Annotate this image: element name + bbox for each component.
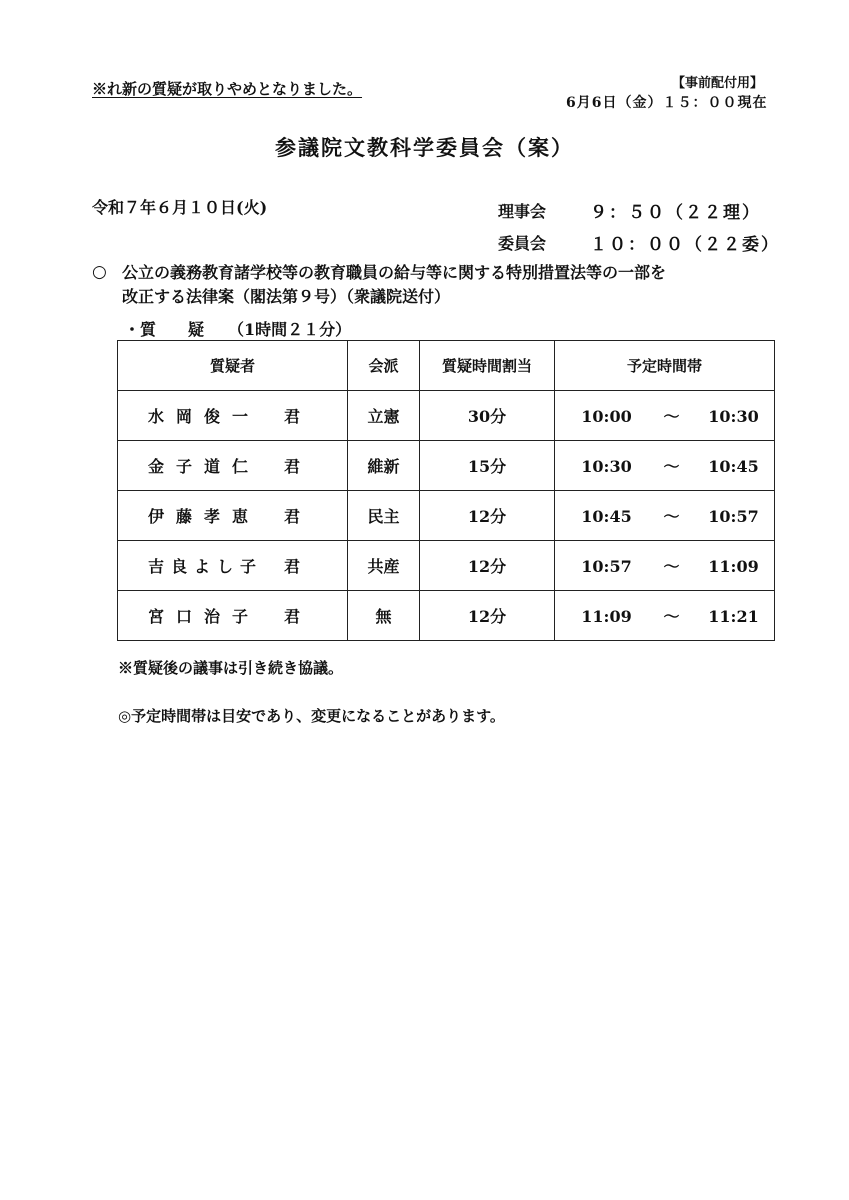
committee-meeting-label: 委員会: [498, 234, 547, 253]
note-subsequent-proceedings: ※質疑後の議事は引き続き協議。: [118, 659, 344, 677]
duration-cell: 30分: [420, 391, 555, 441]
header-duration: 質疑時間割当: [420, 341, 555, 391]
table-row: [118, 541, 775, 591]
questioner-name: 宮口治子: [148, 607, 261, 626]
time-slot-cell: [555, 391, 775, 441]
slot-start: 10:45: [581, 507, 632, 526]
slot-start: 10:57: [581, 557, 632, 576]
slot-end: 11:21: [708, 607, 759, 626]
directors-meeting-label: 理事会: [498, 202, 547, 221]
duration-cell: 12分: [420, 491, 555, 541]
slot-separator: ～: [663, 607, 680, 626]
party-cell: 無: [348, 591, 420, 641]
page-title: 参議院文教科学委員会（案）: [275, 135, 574, 160]
slot-start: 10:00: [581, 407, 632, 426]
honorific: 君: [284, 607, 301, 626]
honorific: 君: [284, 557, 301, 576]
header-party: 会派: [348, 341, 420, 391]
questioner-name: 金子道仁: [148, 457, 261, 476]
table-row: [118, 391, 775, 441]
honorific: 君: [284, 457, 301, 476]
questioner-cell: [118, 391, 348, 441]
honorific: 君: [284, 507, 301, 526]
bill-title-line-1: 公立の義務教育諸学校等の教育職員の給与等に関する特別措置法等の一部を: [122, 263, 667, 282]
slot-end: 10:57: [708, 507, 759, 526]
advance-distribution-label: 【事前配付用】: [672, 76, 764, 91]
questioning-schedule-table: [117, 340, 775, 641]
time-slot-cell: [555, 591, 775, 641]
questioner-cell: [118, 441, 348, 491]
questioner-cell: [118, 491, 348, 541]
table-row: [118, 491, 775, 541]
slot-end: 10:45: [708, 457, 759, 476]
time-slot-cell: [555, 541, 775, 591]
table-row: [118, 441, 775, 491]
cancellation-notice: ※れ新の質疑が取りやめとなりました。: [92, 80, 363, 98]
questioning-heading: ・質 疑 （1時間２１分）: [124, 320, 352, 339]
questioner-name: 水岡俊一: [148, 407, 261, 426]
slot-end: 10:30: [708, 407, 759, 426]
committee-meeting-time: １０：００（２２委）: [590, 235, 780, 255]
note-schedule-approximate: ◎予定時間帯は目安であり、変更になることがあります。: [118, 707, 505, 725]
header-time-slot: 予定時間帯: [555, 341, 775, 391]
table-row: [118, 591, 775, 641]
slot-separator: ～: [663, 457, 680, 476]
party-cell: 民主: [348, 491, 420, 541]
honorific: 君: [284, 407, 301, 426]
duration-cell: 12分: [420, 591, 555, 641]
questioner-name: 吉良よし子: [148, 557, 264, 576]
party-cell: 共産: [348, 541, 420, 591]
party-cell: 維新: [348, 441, 420, 491]
header-questioner: 質疑者: [118, 341, 348, 391]
directors-meeting-time: ９：５０（２２理）: [590, 203, 761, 223]
table-header-row: [118, 341, 775, 391]
slot-separator: ～: [663, 407, 680, 426]
meeting-date: 令和７年６月１０日(火): [92, 198, 268, 217]
questioner-name: 伊藤孝恵: [148, 507, 261, 526]
bill-bullet: ○: [92, 262, 107, 282]
bill-title-line-2: 改正する法律案（閣法第９号）（衆議院送付）: [122, 287, 451, 306]
time-slot-cell: [555, 491, 775, 541]
duration-cell: 12分: [420, 541, 555, 591]
slot-start: 11:09: [581, 607, 632, 626]
slot-start: 10:30: [581, 457, 632, 476]
as-of-timestamp: 6月6日（金）１５：００現在: [566, 95, 768, 111]
time-slot-cell: [555, 441, 775, 491]
questioner-cell: [118, 541, 348, 591]
bill-title: [122, 261, 666, 309]
slot-separator: ～: [663, 557, 680, 576]
duration-cell: 15分: [420, 441, 555, 491]
slot-end: 11:09: [708, 557, 759, 576]
slot-separator: ～: [663, 507, 680, 526]
party-cell: 立憲: [348, 391, 420, 441]
questioner-cell: [118, 591, 348, 641]
